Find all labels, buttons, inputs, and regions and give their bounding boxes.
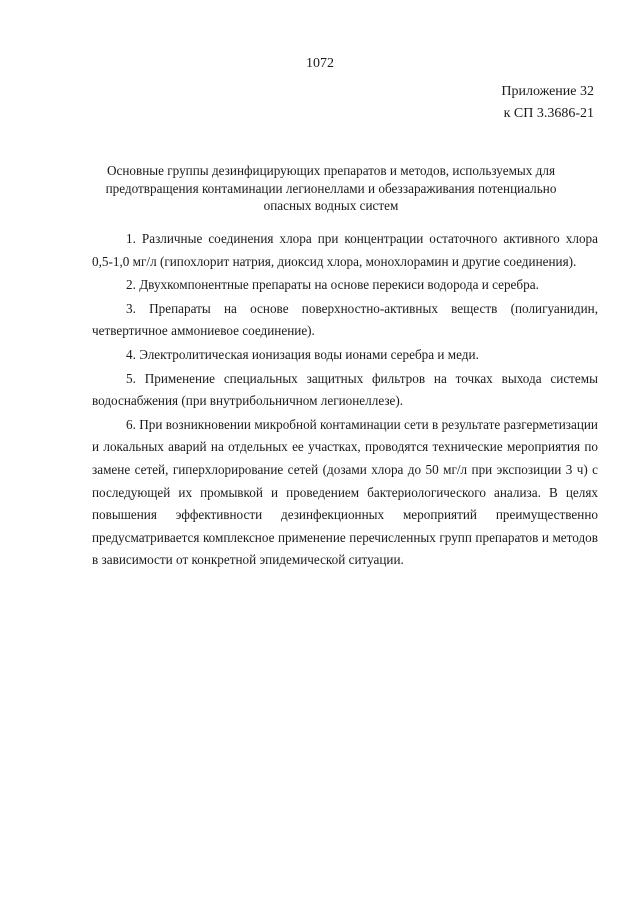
appendix-label: Приложение 32	[501, 84, 594, 99]
page-number: 1072	[306, 56, 334, 71]
paragraph-3: 3. Препараты на основе поверхностно-активных веществ (полигуанидин, четвертичное аммониевое соединение).	[92, 300, 598, 339]
paragraph-6: 6. При возникновении микробной контаминации сети в результате разгерметизации и локальных аварий на отдельных ее участках, проводятся технические мероприятия по замене сетей, гиперхлорирование сетей (дозами хлора до 50 мг/л при экспозиции 3 ч) с последующей их промывкой и проведением бактериологического анализа. В целях повышения эффективности дезинфекционных мероприятий преимущественно предусматривается комплексное применение перечисленных групп препаратов и методов в зависимости от конкретной эпидемической ситуации.	[92, 416, 598, 568]
document-body	[92, 228, 598, 572]
paragraph-1: 1. Различные соединения хлора при концентрации остаточного активного хлора 0,5-1,0 мг/л (гипохлорит натрия, диоксид хлора, монохлорамин и другие соединения).	[92, 231, 598, 269]
paragraph-2: 2. Двухкомпонентные препараты на основе перекиси водорода и серебра.	[126, 277, 539, 293]
document-title: Основные группы дезинфицирующих препаратов и методов, используемых для предотвращения контаминации легионеллами и обеззараживания потенциально опасных водных систем	[105, 163, 557, 213]
paragraph-4: 4. Электролитическая ионизация воды ионами серебра и меди.	[126, 346, 479, 362]
paragraph-5: 5. Применение специальных защитных фильтров на точках выхода системы водоснабжения (при внутрибольничном легионеллезе).	[92, 370, 598, 409]
appendix-reference: к СП 3.3686-21	[503, 106, 594, 121]
